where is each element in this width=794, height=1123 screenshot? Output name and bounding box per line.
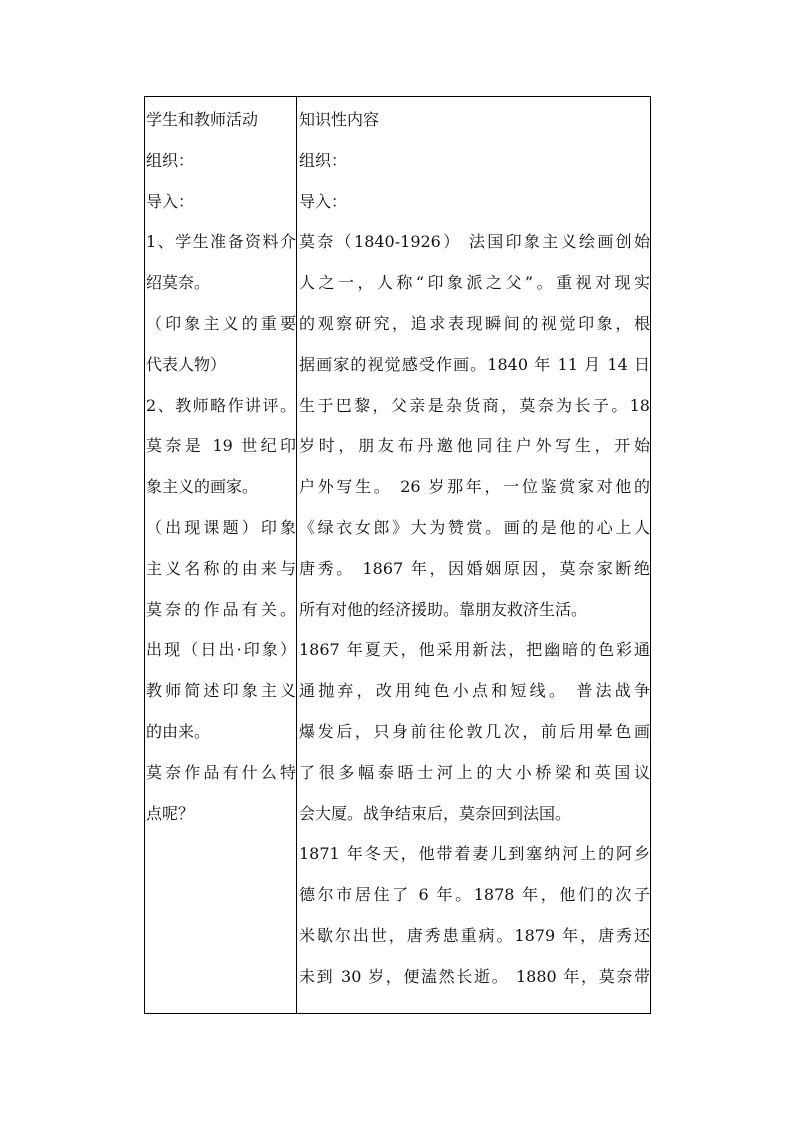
lesson-plan-table bbox=[144, 96, 651, 1014]
right-line: 爆发后，只身前往伦敦几次，前后用晕色画 bbox=[299, 721, 650, 741]
right-line: 莫奈（1840-1926） 法国印象主义绘画创始 bbox=[299, 232, 650, 252]
right-line: 德尔市居住了 6 年。1878 年，他们的次子 bbox=[299, 885, 650, 905]
right-line: 组织： bbox=[299, 150, 348, 170]
right-line: 1867 年夏天，他采用新法，把幽暗的色彩通 bbox=[299, 640, 650, 660]
right-line: 所有对他的经济援助。靠朋友救济生活。 bbox=[299, 599, 588, 619]
left-line: 主义名称的由来与 bbox=[146, 558, 296, 578]
left-line: 2、教师略作讲评。 bbox=[146, 395, 296, 415]
left-line-header: 学生和教师活动 bbox=[146, 110, 259, 129]
left-line: 点呢？ bbox=[146, 803, 195, 823]
left-line: 组织： bbox=[146, 150, 195, 170]
right-line: 未到 30 岁，便溘然长逝。 1880 年，莫奈带 bbox=[299, 966, 650, 986]
right-line: 的观察研究，追求表现瞬间的视觉印象，根 bbox=[299, 313, 650, 333]
right-line: 米歇尔出世，唐秀患重病。1879 年，唐秀还 bbox=[299, 925, 650, 945]
left-line: （出现课题）印象 bbox=[146, 517, 296, 537]
knowledge-content-column bbox=[299, 97, 650, 998]
right-line-header: 知识性内容 bbox=[299, 110, 380, 129]
left-line: （印象主义的重要 bbox=[146, 313, 296, 333]
left-line: 出现（日出·印象） bbox=[146, 640, 296, 660]
right-line: 人之一，人称“印象派之父”。重视对现实 bbox=[299, 273, 650, 293]
right-line: 1871 年冬天，他带着妻儿到塞纳河上的阿乡 bbox=[299, 844, 650, 864]
left-line: 导入： bbox=[146, 191, 195, 211]
column-divider bbox=[296, 97, 297, 1013]
left-line: 莫奈作品有什么特 bbox=[146, 762, 296, 782]
right-line: 会大厦。战争结束后，莫奈回到法国。 bbox=[299, 803, 572, 823]
left-line: 教师简述印象主义 bbox=[146, 681, 296, 701]
left-line: 绍莫奈。 bbox=[146, 273, 211, 293]
right-line: 岁时，朋友布丹邀他同往户外写生，开始 bbox=[299, 436, 650, 456]
right-line: 户外写生。 26 岁那年，一位鉴赏家对他的 bbox=[299, 477, 650, 497]
left-line: 象主义的画家。 bbox=[146, 477, 259, 497]
left-line: 莫奈是 19 世纪印 bbox=[146, 436, 296, 456]
right-line: 唐秀。 1867 年，因婚姻原因，莫奈家断绝 bbox=[299, 558, 650, 578]
right-line: 了很多幅泰晤士河上的大小桥梁和英国议 bbox=[299, 762, 650, 782]
left-line: 代表人物） bbox=[146, 354, 227, 374]
student-teacher-activities-column bbox=[146, 97, 296, 834]
left-line: 1、学生准备资料介 bbox=[146, 232, 296, 252]
right-line: 导入： bbox=[299, 191, 348, 211]
left-line: 的由来。 bbox=[146, 721, 211, 741]
left-line: 莫奈的作品有关。 bbox=[146, 599, 296, 619]
right-line: 生于巴黎，父亲是杂货商，莫奈为长子。18 bbox=[299, 395, 650, 415]
right-line: 据画家的视觉感受作画。1840 年 11 月 14 日 bbox=[299, 354, 650, 374]
right-line: 通抛弃，改用纯色小点和短线。 普法战争 bbox=[299, 681, 650, 701]
right-line: 《绿衣女郎》大为赞赏。画的是他的心上人 bbox=[299, 517, 650, 537]
